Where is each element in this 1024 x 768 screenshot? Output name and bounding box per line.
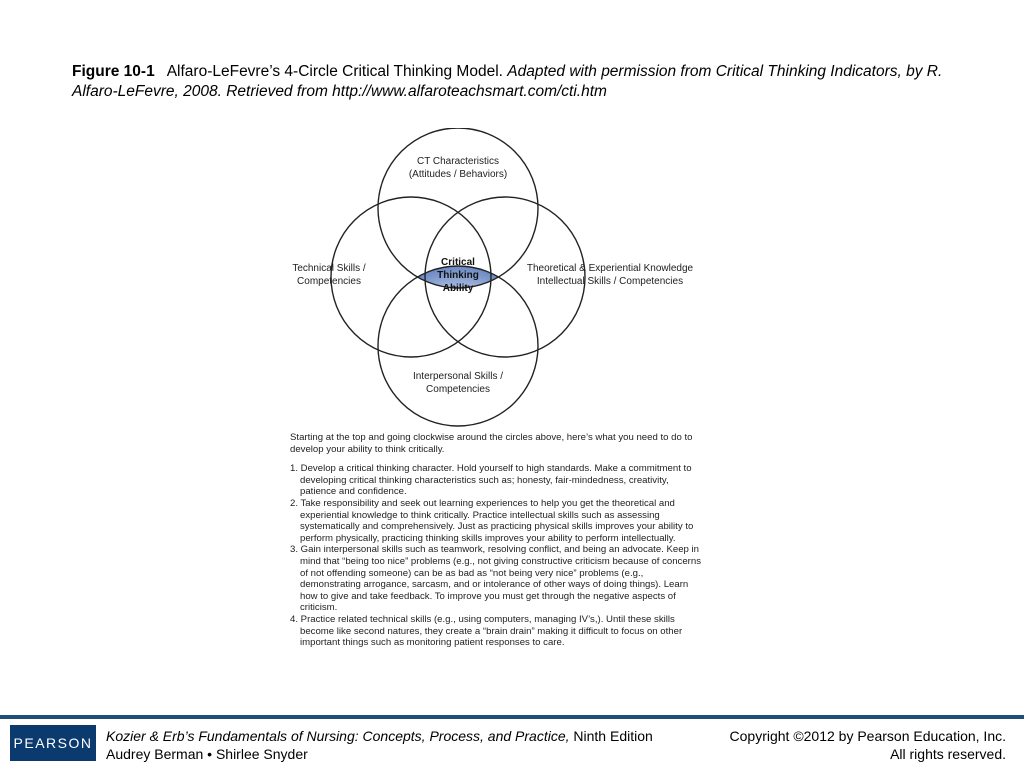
figure-body-text — [290, 432, 704, 649]
book-edition: Ninth Edition — [569, 728, 653, 744]
pearson-logo: PEARSON — [10, 725, 96, 761]
list-item: 2. Take responsibility and seek out learning experiences to help you get the theoretical and experiential knowledge to think critically. Practice intellectual skills such as assessing systematically and comprehensively. Just as practicing physical skills improves your ability to perform physically, practicing thinking skills improves your ability to perform intellectually. — [290, 497, 694, 544]
figure-label: Figure 10-1 — [72, 63, 155, 80]
steps-list — [290, 463, 704, 649]
footer-copyright — [686, 727, 1006, 763]
label-ct-characteristics: CT Characteristics (Attitudes / Behaviors) — [408, 156, 508, 180]
copyright-text: Copyright ©2012 by Pearson Education, Inc. — [729, 728, 1006, 744]
book-authors: Audrey Berman • Shirlee Snyder — [106, 746, 308, 762]
label-interpersonal-skills: Interpersonal Skills / Competencies — [412, 371, 504, 395]
book-title: Kozier & Erb’s Fundamentals of Nursing: Concepts, Process, and Practice, — [106, 728, 570, 744]
list-item: 1. Develop a critical thinking character. Hold yourself to high standards. Make a commitment to developing critical thinking characteristics such as; honesty, fair-mindedness, creativity, patience and confidence. — [290, 463, 692, 498]
figure-caption — [72, 62, 952, 102]
label-technical-skills: Technical Skills / Competencies — [292, 263, 366, 287]
label-theoretical-knowledge: Theoretical & Experiential Knowledge Intellectual Skills / Competencies — [526, 263, 694, 287]
rights-text: All rights reserved. — [890, 746, 1006, 762]
list-item: 4. Practice related technical skills (e.g., using computers, managing IV’s,). Until these skills become like second natures, they create a “brain drain” making it difficult to focus on other important things such as monitoring patient responses to care. — [290, 613, 683, 649]
figure-panel — [286, 128, 704, 693]
label-critical-thinking-ability: Critical Thinking Ability — [437, 257, 479, 294]
intro-paragraph: Starting at the top and going clockwise around the circles above, here’s what you need to do to develop your ability to think critically. — [290, 432, 693, 455]
figure-credit: Adapted with permission from Critical Thinking Indicators, by R. Alfaro-LeFevre, 2008. Retrieved from http://www.alfaroteachsmart.com/cti.htm — [72, 63, 943, 100]
list-item: 3. Gain interpersonal skills such as teamwork, resolving conflict, and being an advocate. Keep in mind that “being too nice” problems (e.g., not giving constructive criticism because of concerns of not offending someone) can be as bad as “not being very nice” problems (e.g., demonstrating arrogance, sarcasm, and or intolerance of other ways of doing things). Learn how to give and take feedback. To improve you must get through the negative aspects of criticism. — [290, 544, 701, 614]
footer-book-info — [106, 727, 696, 763]
four-circle-diagram — [286, 128, 704, 428]
figure-title: Alfaro-LeFevre’s 4-Circle Critical Thinking Model. — [166, 63, 503, 80]
footer-divider — [0, 715, 1024, 719]
